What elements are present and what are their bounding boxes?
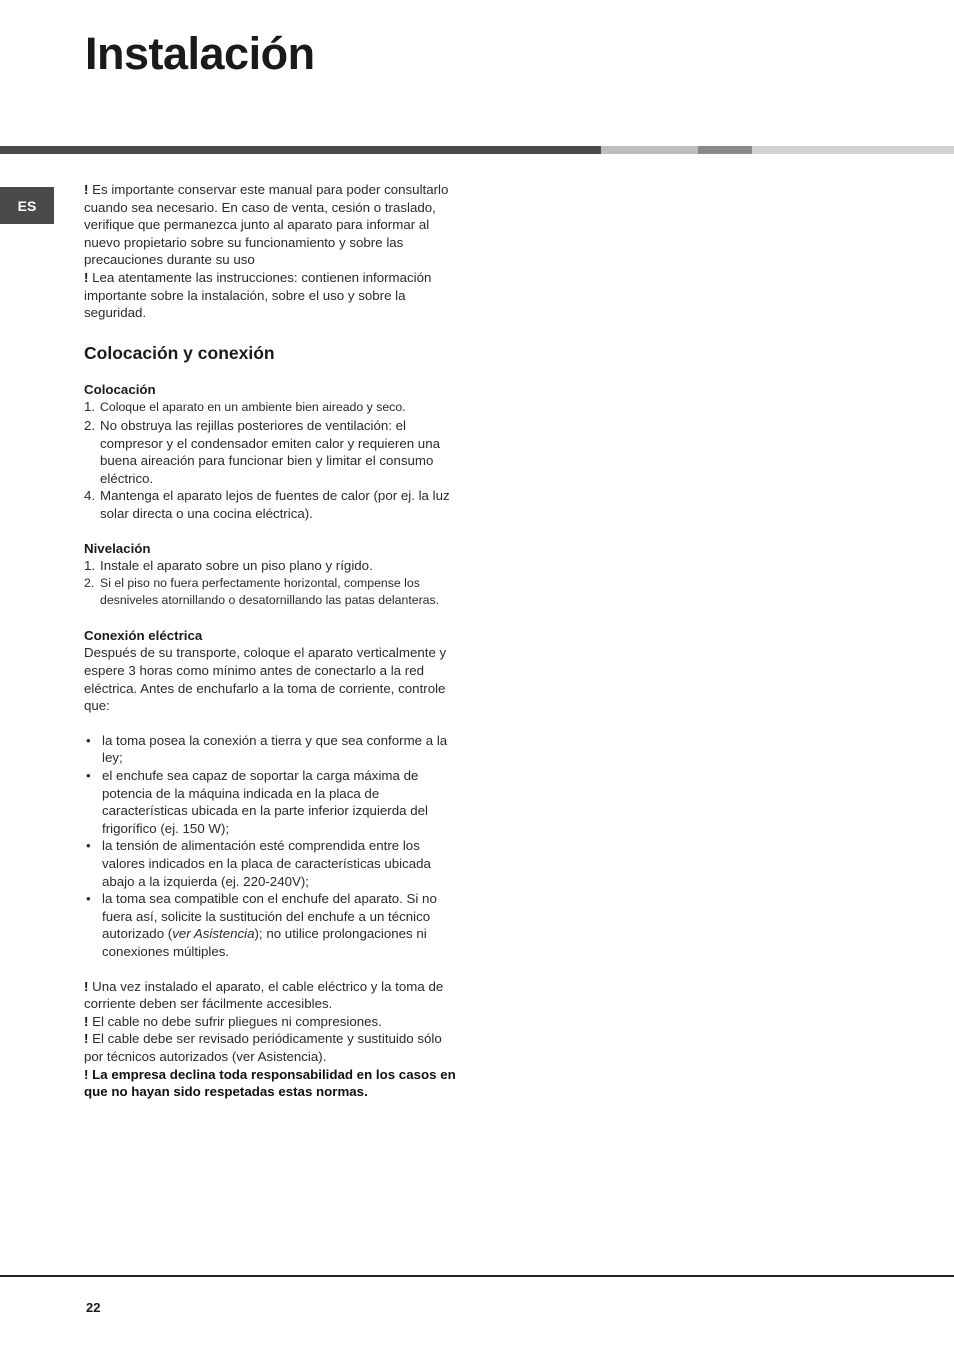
conexion-paragraph: Después de su transporte, coloque el aparato verticalmente y espere 3 horas como mínimo antes de conectarlo a la red eléctrica. Antes de enchufarlo a la toma de corriente, controle que: [84, 645, 447, 714]
intro-note-text: Es importante conservar este manual para poder consultarlo cuando sea necesario. En caso de venta, cesión o traslado, verifique que permanezca junto al aparato para informar al nuevo propietario sobre su funcionamiento y sobre las precauciones durante su uso [84, 182, 449, 268]
item-text-italic: ver Asistencia [172, 926, 255, 942]
item-text: la toma posea la conexión a tierra y que sea conforme a la ley; [102, 732, 448, 766]
list-item [84, 557, 462, 575]
header-rule-light [601, 146, 698, 154]
warning-text: La empresa declina toda responsabilidad en los casos en que no hayan sido respetadas estas normas. [84, 1066, 456, 1100]
item-text: ); no utilice prolongaciones ni conexiones múltiples. [102, 926, 427, 959]
warning-mark: ! [84, 269, 89, 285]
item-text: la tensión de alimentación esté comprendida entre los valores indicados en la placa de características ubicada abajo a la izquierda (ej. 220-240V); [102, 838, 431, 889]
subheading-nivelacion: Nivelación [84, 540, 151, 556]
intro-note-text: Lea atentamente las instrucciones: contienen información importante sobre la instalación, sobre el uso y sobre la seguridad. [84, 269, 432, 321]
list-item [84, 417, 462, 487]
warning-note [84, 1030, 462, 1065]
section-heading: Colocación y conexión [84, 342, 275, 363]
page-number: 22 [86, 1300, 101, 1315]
warning-mark: ! [84, 978, 89, 994]
warning-text: Una vez instalado el aparato, el cable eléctrico y la toma de corriente deben ser fácilmente accesibles. [84, 978, 444, 1012]
colocacion-list [84, 398, 462, 522]
bullet-icon: • [86, 838, 91, 854]
warning-mark: ! [84, 1066, 89, 1082]
header-rule-dark [0, 146, 601, 154]
header-rule-mid [698, 146, 752, 154]
language-tab: ES [0, 187, 54, 224]
nivelacion-list [84, 557, 462, 610]
item-text: Mantenga el aparato lejos de fuentes de calor (por ej. la luz solar directa o una cocina eléctrica). [100, 488, 450, 521]
header-rule-pale [752, 146, 954, 154]
item-text: Si el piso no fuera perfectamente horizontal, compense los desniveles atornillando o desatornillando las patas delanteras. [100, 575, 440, 608]
main-content [84, 181, 462, 1101]
item-text: la toma sea compatible con el enchufe del aparato. Si no fuera así, solicite la sustitución del enchufe a un técnico autorizado ( [102, 891, 437, 942]
warning-text: El cable no debe sufrir pliegues ni compresiones. [92, 1013, 382, 1029]
footer-rule [0, 1275, 954, 1277]
item-text: el enchufe sea capaz de soportar la carga máxima de potencia de la máquina indicada en la placa de características ubicada en la parte inferior izquierda del frigorífico (ej. 150 W); [102, 768, 428, 836]
warning-text: El cable debe ser revisado periódicamente y sustituido sólo por técnicos autorizados (ver Asistencia). [84, 1031, 442, 1064]
intro-note-1 [84, 181, 462, 269]
list-item [84, 487, 462, 522]
warning-mark: ! [84, 182, 89, 197]
subheading-conexion: Conexión eléctrica [84, 627, 203, 643]
list-item [84, 732, 462, 767]
warning-mark: ! [84, 1013, 89, 1029]
warning-mark: ! [84, 1031, 89, 1047]
bullet-icon: • [86, 732, 91, 748]
bullet-icon: • [86, 768, 91, 784]
item-text: No obstruya las rejillas posteriores de ventilación: el compresor y el condensador emiten calor y requieren una buena aireación para funcionar bien y limitar el consumo eléctrico. [100, 417, 440, 486]
item-number: 2. [84, 575, 95, 590]
subheading-colocacion: Colocación [84, 381, 156, 397]
list-item [84, 398, 462, 417]
warning-note [84, 1013, 462, 1031]
list-item [84, 837, 462, 890]
bullet-icon: • [86, 891, 91, 907]
item-number: 1. [84, 558, 96, 574]
item-number: 1. [84, 399, 96, 415]
conexion-checklist [84, 732, 462, 961]
list-item [84, 890, 462, 960]
intro-note-2 [84, 269, 462, 322]
liability-warning [84, 1066, 462, 1101]
item-number: 2. [84, 417, 96, 433]
list-item [84, 575, 462, 610]
warning-note [84, 978, 462, 1013]
item-number: 4. [84, 488, 96, 504]
page-title: Instalación [85, 28, 315, 79]
list-item [84, 767, 462, 837]
item-text: Instale el aparato sobre un piso plano y rígido. [100, 558, 373, 574]
item-text: Coloque el aparato en un ambiente bien aireado y seco. [100, 400, 406, 415]
